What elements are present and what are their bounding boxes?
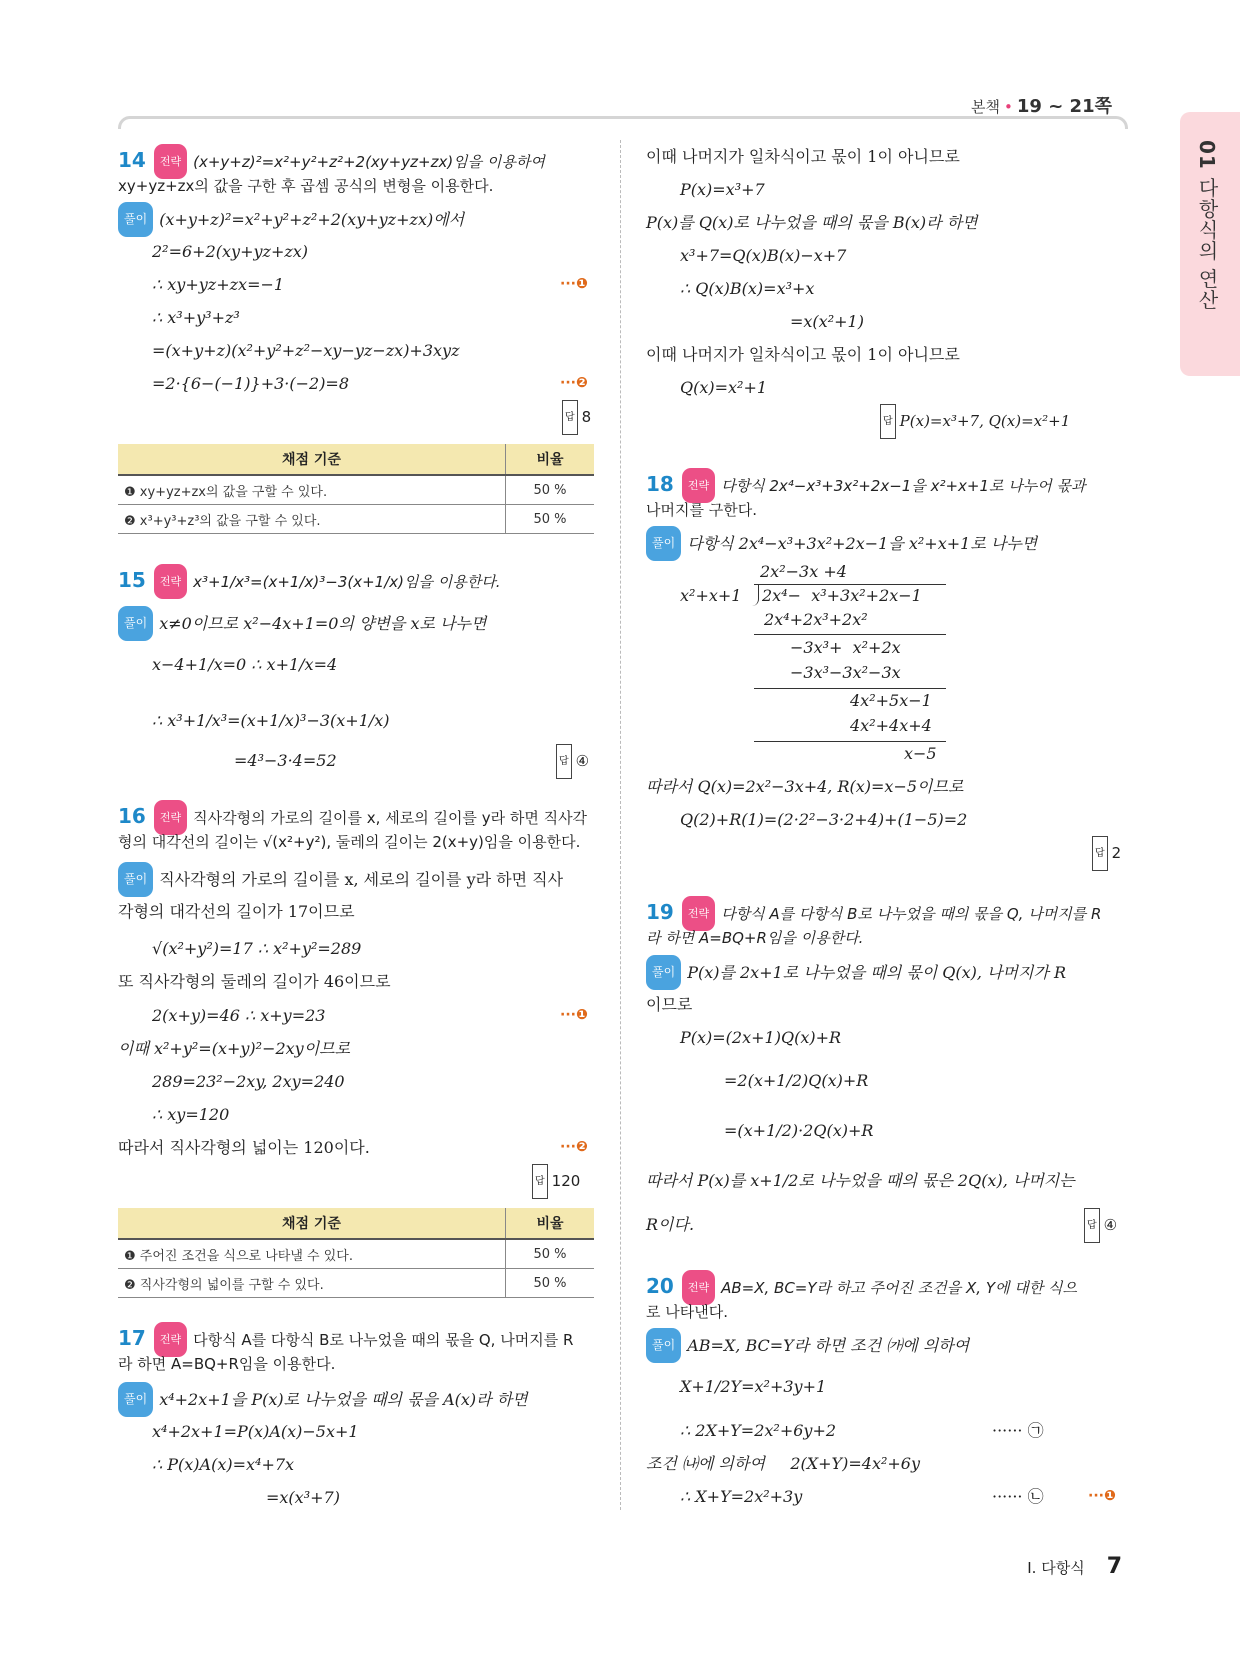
- score-mark-1: ···❶: [1088, 1488, 1116, 1504]
- problem-16-line: 2(x+y)=46 ∴ x+y=23: [152, 1006, 326, 1025]
- score-mark-1: ···❶: [560, 276, 588, 292]
- problem-16-line: 289=23²−2xy, 2xy=240: [152, 1072, 345, 1091]
- problem-16-line: 각형의 대각선의 길이가 17이므로: [118, 902, 355, 921]
- problem-19-line: =2(x+1/2)Q(x)+R: [724, 1071, 869, 1090]
- division-bar: [754, 584, 946, 585]
- division-line: −3x³+ x²+2x: [790, 638, 901, 657]
- problem-15-line: =4³−3·4=52: [234, 751, 337, 770]
- score-mark-2: ···❷: [560, 1139, 588, 1155]
- equation-label-b: ······ ㉡: [992, 1487, 1044, 1506]
- problem-19-line: 따라서 P(x)를 x+1/2로 나누었을 때의 몫은 2Q(x), 나머지는: [646, 1171, 1075, 1190]
- page-footer: Ⅰ. 다항식 7: [1027, 1554, 1122, 1579]
- problem-16-solution: 풀이 직사각형의 가로의 길이를 x, 세로의 길이를 y라 하면 직사: [118, 862, 563, 897]
- problem-18-line: Q(2)+R(1)=(2·2²−3·2+4)+(1−5)=2: [680, 810, 968, 829]
- division-quotient: 2x²−3x +4: [760, 562, 847, 581]
- division-dividend: 2x⁴− x³+3x²+2x−1: [762, 586, 922, 605]
- scoring-table-16: [118, 1208, 594, 1298]
- score-mark-1: ···❶: [560, 1007, 588, 1023]
- table-row: ❷ x³+y³+z³의 값을 구할 수 있다. 50 %: [118, 505, 594, 534]
- problem-19-line: =(x+1/2)·2Q(x)+R: [724, 1121, 874, 1140]
- problem-14-line: =2·{6−(−1)}+3·(−2)=8: [152, 374, 350, 393]
- problem-17-strategy: 17 전략 다항식 A를 다항식 B로 나누었을 때의 몫을 Q, 나머지를 R: [118, 1322, 573, 1357]
- problem-20-line: X+1/2Y=x²+3y+1: [680, 1377, 827, 1396]
- problem-14-line: ∴ x³+y³+z³: [152, 308, 240, 327]
- problem-16-strategy: 16 전략 직사각형의 가로의 길이를 x, 세로의 길이를 y라 하면 직사각: [118, 800, 587, 835]
- problem-20-line: 조건 ㈏에 의하여 2(X+Y)=4x²+6y: [646, 1454, 921, 1473]
- table-row: ❶ xy+yz+zx의 값을 구할 수 있다. 50 %: [118, 475, 594, 505]
- problem-18-line: 따라서 Q(x)=2x²−3x+4, R(x)=x−5이므로: [646, 777, 964, 796]
- problem-14-strategy: 14 전략 (x+y+z)²=x²+y²+z²+2(xy+yz+zx)임을 이용하여: [118, 144, 545, 179]
- problem-20-line: ∴ X+Y=2x²+3y: [680, 1487, 803, 1506]
- problem-15-answer: 답 ④: [556, 744, 589, 779]
- table-header-ratio: 비율: [506, 444, 595, 475]
- problem-20-solution: 풀이 AB=X, BC=Y라 하면 조건 ㈎에 의하여: [646, 1328, 969, 1363]
- problem-19-line: R이다.: [646, 1215, 695, 1234]
- division-divisor: x²+x+1: [680, 586, 742, 605]
- problem-14-solution: 풀이 (x+y+z)²=x²+y²+z²+2(xy+yz+zx)에서: [118, 202, 464, 237]
- problem-14-answer: 답 8: [562, 400, 591, 435]
- problem-19-solution: 풀이 P(x)를 2x+1로 나누었을 때의 몫이 Q(x), 나머지가 R: [646, 955, 1066, 990]
- problem-17-line: Q(x)=x²+1: [680, 378, 768, 397]
- table-header-criteria: 채점 기준: [118, 444, 506, 475]
- problem-16-answer: 답 120: [532, 1164, 580, 1199]
- problem-18-solution: 풀이 다항식 2x⁴−x³+3x²+2x−1을 x²+x+1로 나누면: [646, 526, 1037, 561]
- table-header-criteria: 채점 기준: [118, 1208, 506, 1239]
- problem-17-line: =x(x³+7): [266, 1488, 340, 1507]
- score-mark-2: ···❷: [560, 375, 588, 391]
- problem-15-strategy: 15 전략 x³+1/x³=(x+1/x)³−3(x+1/x)임을 이용한다.: [118, 564, 500, 599]
- problem-17-line: =x(x²+1): [790, 312, 864, 331]
- column-divider: [620, 140, 621, 1510]
- problem-17-line: 이때 나머지가 일차식이고 몫이 1이 아니므로: [646, 345, 960, 364]
- problem-16-line: 이때 x²+y²=(x+y)²−2xy이므로: [118, 1039, 351, 1058]
- scoring-table-14: [118, 444, 594, 534]
- problem-17-answer: 답 P(x)=x³+7, Q(x)=x²+1: [880, 404, 1070, 439]
- side-tab-label: 01 다항식의 연산: [1195, 140, 1219, 311]
- problem-16-line: 따라서 직사각형의 넓이는 120이다.: [118, 1138, 370, 1157]
- problem-20-strategy: 20 전략 AB=X, BC=Y라 하고 주어진 조건을 X, Y에 대한 식으: [646, 1270, 1077, 1305]
- top-rule: [118, 116, 1128, 129]
- division-rule: [754, 741, 946, 742]
- division-rule: [754, 634, 946, 635]
- problem-18-answer: 답 2: [1092, 836, 1121, 871]
- problem-14-strategy-2: xy+yz+zx의 값을 구한 후 곱셈 공식의 변형을 이용한다.: [118, 177, 494, 195]
- problem-17-line: x⁴+2x+1=P(x)A(x)−5x+1: [152, 1422, 359, 1441]
- division-bracket: [752, 584, 759, 606]
- problem-15-line: x−4+1/x=0 ∴ x+1/x=4: [152, 655, 338, 674]
- problem-19-strategy: 19 전략 다항식 A를 다항식 B로 나누었을 때의 몫을 Q, 나머지를 R: [646, 896, 1101, 931]
- table-row: ❷ 직사각형의 넓이를 구할 수 있다. 50 %: [118, 1269, 594, 1298]
- problem-17-line: P(x)=x³+7: [680, 180, 765, 199]
- problem-19-line: 이므로: [646, 995, 693, 1014]
- problem-17-line: ∴ Q(x)B(x)=x³+x: [680, 279, 815, 298]
- problem-14-line: ∴ xy+yz+zx=−1: [152, 275, 285, 294]
- problem-17-solution: 풀이 x⁴+2x+1을 P(x)로 나누었을 때의 몫을 A(x)라 하면: [118, 1382, 528, 1417]
- problem-16-strategy-2: 형의 대각선의 길이는 √(x²+y²), 둘레의 길이는 2(x+y)임을 이용한다.: [118, 833, 581, 851]
- problem-17-line: P(x)를 Q(x)로 나누었을 때의 몫을 B(x)라 하면: [646, 213, 978, 232]
- division-line: 4x²+4x+4: [850, 716, 932, 735]
- page-reference: 본책 • 19 ~ 21쪽: [971, 96, 1112, 117]
- table-row: ❶ 주어진 조건을 식으로 나타낼 수 있다. 50 %: [118, 1239, 594, 1269]
- problem-19-line: P(x)=(2x+1)Q(x)+R: [680, 1028, 842, 1047]
- division-remainder: x−5: [904, 744, 937, 763]
- problem-15-line: ∴ x³+1/x³=(x+1/x)³−3(x+1/x): [152, 711, 390, 730]
- problem-17-line: ∴ P(x)A(x)=x⁴+7x: [152, 1455, 295, 1474]
- problem-20-line: ∴ 2X+Y=2x²+6y+2: [680, 1421, 837, 1440]
- division-line: 2x⁴+2x³+2x²: [764, 610, 868, 629]
- problem-15-solution: 풀이 x≠0이므로 x²−4x+1=0의 양변을 x로 나누면: [118, 606, 486, 641]
- division-rule: [754, 688, 946, 689]
- problem-17-strategy-2: 라 하면 A=BQ+R임을 이용한다.: [118, 1355, 336, 1373]
- problem-19-strategy-2: 라 하면 A=BQ+R임을 이용한다.: [646, 929, 864, 947]
- problem-17-line: 이때 나머지가 일차식이고 몫이 1이 아니므로: [646, 147, 960, 166]
- problem-14-line: =(x+y+z)(x²+y²+z²−xy−yz−zx)+3xyz: [152, 341, 460, 360]
- problem-16-line: 또 직사각형의 둘레의 길이가 46이므로: [118, 972, 391, 991]
- problem-18-strategy-2: 나머지를 구한다.: [646, 501, 757, 519]
- table-header-ratio: 비율: [506, 1208, 595, 1239]
- problem-18-strategy: 18 전략 다항식 2x⁴−x³+3x²+2x−1을 x²+x+1로 나누어 몫과: [646, 468, 1086, 503]
- problem-19-answer: 답 ④: [1084, 1208, 1117, 1243]
- division-line: 4x²+5x−1: [850, 691, 932, 710]
- problem-16-line: ∴ xy=120: [152, 1105, 230, 1124]
- problem-16-line: √(x²+y²)=17 ∴ x²+y²=289: [152, 939, 362, 958]
- problem-20-strategy-2: 로 나타낸다.: [646, 1303, 728, 1321]
- division-line: −3x³−3x²−3x: [790, 663, 901, 682]
- equation-label-a: ······ ㉠: [992, 1421, 1044, 1440]
- problem-14-line: 2²=6+2(xy+yz+zx): [152, 242, 309, 261]
- problem-17-line: x³+7=Q(x)B(x)−x+7: [680, 246, 847, 265]
